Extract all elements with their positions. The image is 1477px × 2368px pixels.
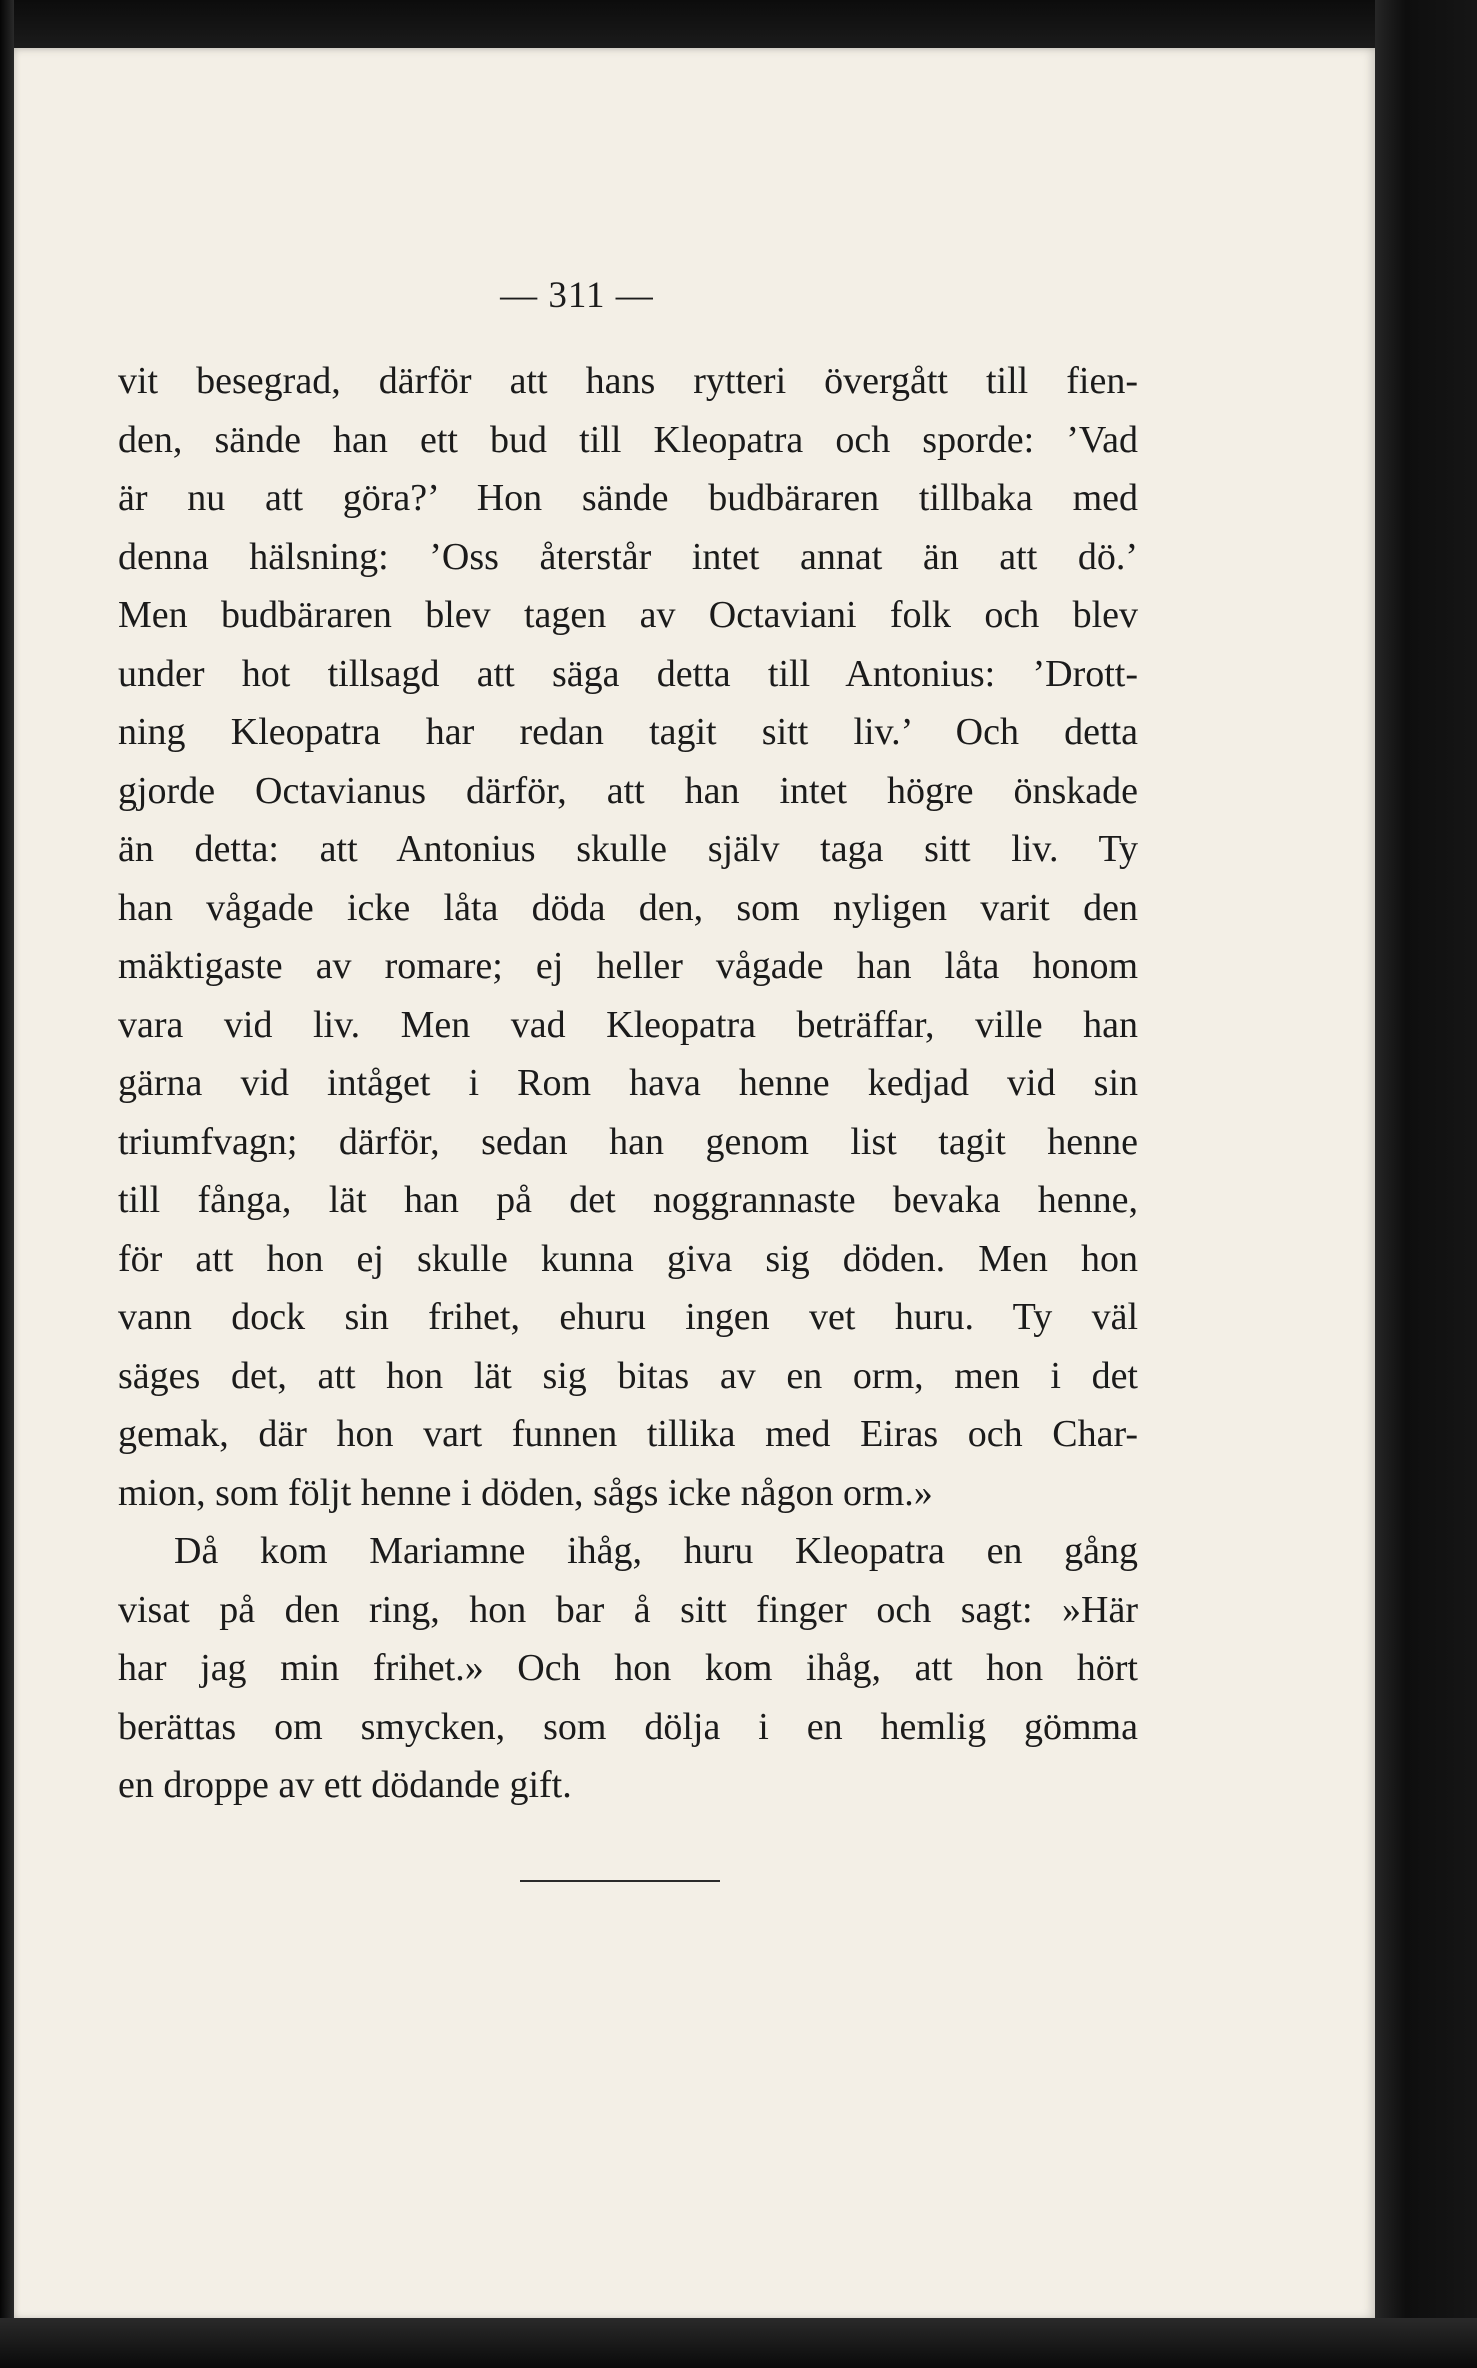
body-text xyxy=(118,352,1138,1815)
text-line: under hot tillsagd att säga detta till Antonius: ’Drott- xyxy=(118,652,1138,695)
text-line: berättas om smycken, som dölja i en hemlig gömma xyxy=(118,1705,1138,1748)
text-line: för att hon ej skulle kunna giva sig döden. Men hon xyxy=(118,1237,1138,1280)
text-line: den, sände han ett bud till Kleopatra och sporde: ’Vad xyxy=(118,418,1138,461)
scan-top-edge xyxy=(0,0,1477,52)
text-line: mion, som följt henne i döden, sågs icke någon orm.» xyxy=(118,1471,933,1514)
text-line: än detta: att Antonius skulle själv taga sitt liv. Ty xyxy=(118,828,1138,870)
text-line: har jag min frihet.» Och hon kom ihåg, att hon hört xyxy=(118,1647,1138,1689)
text-line: denna hälsning: ’Oss återstår intet annat än att dö.’ xyxy=(118,535,1138,578)
text-line: säges det, att hon lät sig bitas av en orm, men i det xyxy=(118,1354,1138,1397)
text-line: är nu att göra?’ Hon sände budbäraren tillbaka med xyxy=(118,477,1138,519)
text-line: gjorde Octavianus därför, att han intet högre önskade xyxy=(118,769,1138,812)
text-line: han vågade icke låta döda den, som nyligen varit den xyxy=(118,886,1138,929)
text-line: gärna vid intåget i Rom hava henne kedjad vid sin xyxy=(118,1062,1138,1104)
page-number: — 311 — xyxy=(500,275,654,316)
text-line: gemak, där hon vart funnen tillika med Eiras och Char- xyxy=(118,1413,1138,1455)
text-line: mäktigaste av romare; ej heller vågade han låta honom xyxy=(118,945,1138,987)
paper-page xyxy=(12,48,1378,2320)
text-line: ning Kleopatra har redan tagit sitt liv.’ Och detta xyxy=(118,711,1138,753)
text-line: visat på den ring, hon bar å sitt finger och sagt: »Här xyxy=(118,1588,1138,1631)
text-line: vit besegrad, därför att hans rytteri övergått till fien- xyxy=(118,360,1138,402)
text-line: till fånga, lät han på det noggrannaste bevaka henne, xyxy=(118,1179,1138,1221)
paragraph-start-line: Då kom Mariamne ihåg, huru Kleopatra en gång xyxy=(174,1530,1138,1572)
text-line: vann dock sin frihet, ehuru ingen vet huru. Ty väl xyxy=(118,1296,1138,1338)
scan-left-edge xyxy=(0,0,14,2368)
book-cover-edge xyxy=(1375,0,1477,2368)
text-line: en droppe av ett dödande gift. xyxy=(118,1764,572,1806)
text-line: triumfvagn; därför, sedan han genom list tagit henne xyxy=(118,1120,1138,1163)
section-end-rule xyxy=(520,1880,720,1882)
text-line: Men budbäraren blev tagen av Octaviani folk och blev xyxy=(118,594,1138,636)
scan-bottom-edge xyxy=(0,2318,1477,2368)
text-line: vara vid liv. Men vad Kleopatra beträffar, ville han xyxy=(118,1003,1138,1046)
